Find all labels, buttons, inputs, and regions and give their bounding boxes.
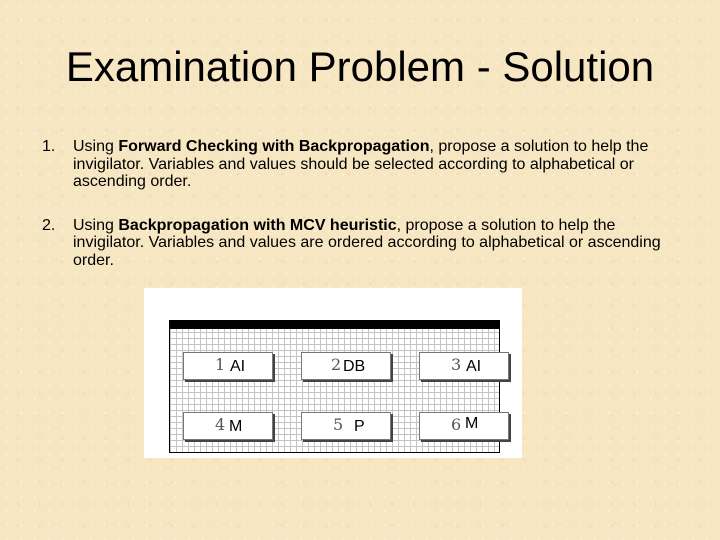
question-method: Forward Checking with Backpropagation <box>118 138 430 155</box>
slot-cell-4 <box>183 412 273 440</box>
question-method: Backpropagation with MCV heuristic <box>118 216 397 234</box>
slot-value: M <box>229 418 243 435</box>
question-text <box>73 138 672 191</box>
slot-number: 2 <box>331 355 342 374</box>
grid-header-bar <box>170 320 499 329</box>
slot-number: 6 <box>451 415 462 434</box>
slide-title: Examination Problem - Solution <box>65 43 655 90</box>
question-text-rest: , propose a solution to help the invigilator. Variables and values should be selected according to alphabetical or ascending order. <box>73 138 649 190</box>
slot-value: P <box>354 418 365 435</box>
question-number: 1. <box>42 138 56 155</box>
slot-cell-3 <box>419 352 509 380</box>
grid-paper <box>169 320 500 453</box>
question-item-2 <box>42 217 672 270</box>
slot-value: DB <box>343 358 366 375</box>
slot-cell-2 <box>301 352 391 380</box>
slot-cell-1 <box>183 352 273 380</box>
slot-value: AI <box>466 358 482 375</box>
slot-number: 1 <box>215 355 226 374</box>
slot-number: 5 <box>333 415 344 434</box>
slot-number: 3 <box>451 355 462 374</box>
slot-value: AI <box>230 358 246 375</box>
slot-number: 4 <box>215 415 226 434</box>
question-item-1 <box>42 138 672 191</box>
question-text-lead: Using <box>73 216 119 234</box>
question-number: 2. <box>42 216 56 234</box>
question-list <box>42 138 672 269</box>
solution-grid-figure <box>144 288 522 458</box>
question-text <box>73 217 672 270</box>
slot-cell-6 <box>419 412 509 440</box>
question-text-rest: , propose a solution to help the invigilator. Variables and values are ordered according to alphabetical or ascending order. <box>73 216 661 269</box>
slot-value: M <box>465 415 479 432</box>
slot-cell-5 <box>301 412 391 440</box>
question-text-lead: Using <box>73 138 119 155</box>
